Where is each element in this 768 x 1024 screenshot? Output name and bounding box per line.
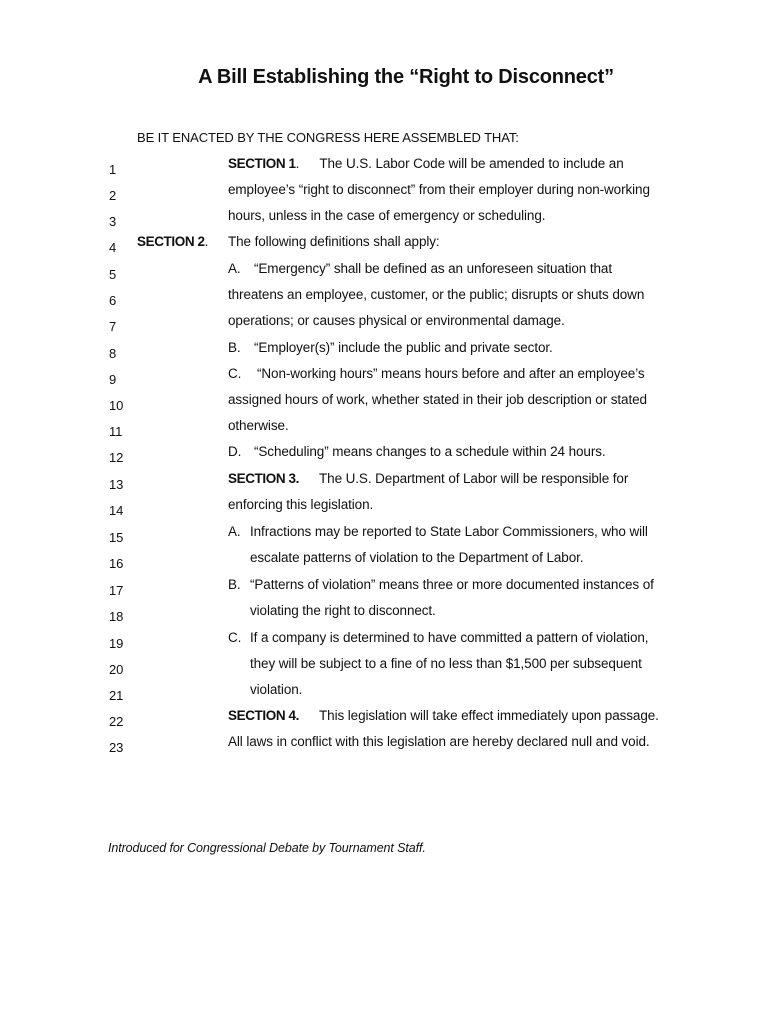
bill-line-8 [0,340,768,366]
line-text: The following definitions shall apply: [228,234,440,249]
line-text: Infractions may be reported to State Labor Commissioners, who will [250,524,648,539]
line-number: 4 [109,240,117,255]
line-number: 14 [109,503,124,518]
bill-line-19 [0,630,768,656]
line-number: 20 [109,662,124,677]
bill-line-10 [0,392,768,418]
bill-line-18 [0,603,768,629]
section-heading-punct: . [204,234,209,249]
line-number: 12 [109,450,124,465]
line-text: enforcing this legislation. [228,497,374,512]
line-text: “Non-working hours” means hours before and after an employee’s [257,366,645,381]
line-number: 8 [109,346,117,361]
list-marker: C. [228,366,242,381]
line-number: 3 [109,214,117,229]
line-text: The U.S. Labor Code will be amended to include an [319,156,624,171]
bill-line-22 [0,708,768,734]
list-marker: B. [228,577,241,592]
section-heading: SECTION 3. [228,471,300,486]
line-number: 9 [109,372,117,387]
section-heading-punct: . [295,156,300,171]
bill-line-13 [0,471,768,497]
bill-line-9 [0,366,768,392]
line-text: “Scheduling” means changes to a schedule within 24 hours. [254,444,606,459]
line-number: 7 [109,319,117,334]
line-text: escalate patterns of violation to the Department of Labor. [250,550,584,565]
section-heading: SECTION 2 [137,234,205,249]
bill-line-21 [0,682,768,708]
bill-line-1 [0,156,768,182]
bill-line-6 [0,287,768,313]
line-text: assigned hours of work, whether stated in their job description or stated [228,392,647,407]
line-text: “Emergency” shall be defined as an unforeseen situation that [254,261,612,276]
line-number: 21 [109,688,124,703]
bill-line-14 [0,497,768,523]
list-marker: C. [228,630,242,645]
line-number: 13 [109,477,124,492]
line-number: 23 [109,740,124,755]
enacting-clause: BE IT ENACTED BY THE CONGRESS HERE ASSEMBLED THAT: [137,130,519,145]
line-text: violating the right to disconnect. [250,603,436,618]
bill-title: A Bill Establishing the “Right to Disconnect” [198,66,614,88]
line-text: employee’s “right to disconnect” from their employer during non-working [228,182,650,197]
line-number: 10 [109,398,124,413]
line-number: 18 [109,609,124,624]
line-number: 22 [109,714,124,729]
bill-line-16 [0,550,768,576]
bill-line-15 [0,524,768,550]
list-marker: D. [228,444,242,459]
line-text: All laws in conflict with this legislation are hereby declared null and void. [228,734,650,749]
line-text: If a company is determined to have committed a pattern of violation, [250,630,649,645]
introduced-by-note: Introduced for Congressional Debate by Tournament Staff. [108,841,426,855]
list-marker: A. [228,524,241,539]
line-number: 5 [109,267,117,282]
bill-line-23 [0,734,768,760]
line-text: hours, unless in the case of emergency or scheduling. [228,208,546,223]
line-number: 16 [109,556,124,571]
line-text: This legislation will take effect immediately upon passage. [319,708,659,723]
line-number: 19 [109,636,124,651]
bill-line-12 [0,444,768,470]
bill-line-11 [0,418,768,444]
line-number: 11 [109,424,123,439]
line-number: 17 [109,583,124,598]
line-text: “Employer(s)” include the public and private sector. [254,340,553,355]
bill-line-5 [0,261,768,287]
line-text: “Patterns of violation” means three or more documented instances of [250,577,654,592]
bill-line-2 [0,182,768,208]
line-number: 1 [109,162,117,177]
line-number: 6 [109,293,117,308]
section-heading: SECTION 1 [228,156,296,171]
section-heading: SECTION 4. [228,708,300,723]
line-text: operations; or causes physical or environmental damage. [228,313,565,328]
line-text: The U.S. Department of Labor will be responsible for [319,471,629,486]
line-text: threatens an employee, customer, or the public; disrupts or shuts down [228,287,645,302]
bill-line-4 [0,234,768,260]
bill-line-7 [0,313,768,339]
bill-line-3 [0,208,768,234]
line-text: otherwise. [228,418,289,433]
line-text: violation. [250,682,303,697]
line-number: 2 [109,188,117,203]
line-number: 15 [109,530,124,545]
list-marker: A. [228,261,241,276]
line-text: they will be subject to a fine of no less than $1,500 per subsequent [250,656,642,671]
bill-line-17 [0,577,768,603]
list-marker: B. [228,340,241,355]
bill-line-20 [0,656,768,682]
